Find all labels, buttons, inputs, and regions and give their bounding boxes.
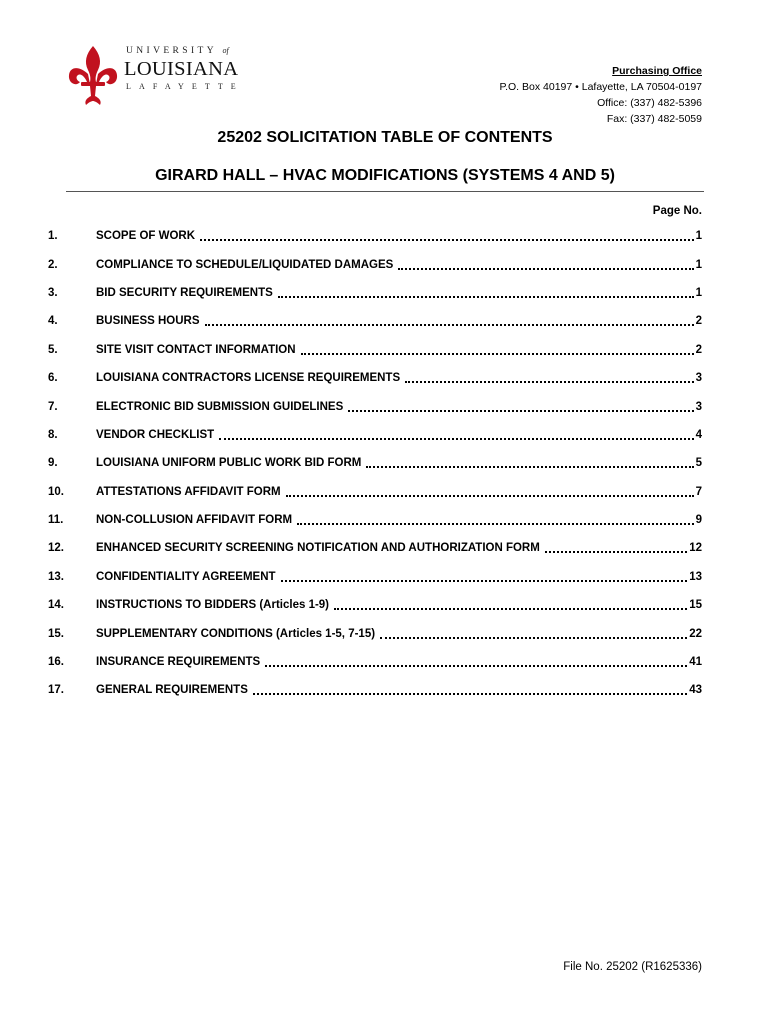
toc-entry-page: 2 (695, 343, 702, 356)
toc-dot-leader (286, 487, 694, 497)
toc-entry-number: 12. (48, 542, 64, 555)
toc-dot-leader (380, 629, 687, 639)
toc-entry-title: GENERAL REQUIREMENTS (96, 684, 248, 697)
toc-entry (48, 619, 702, 647)
toc-entry-number: 15. (48, 627, 64, 640)
toc-entry-title: LOUISIANA CONTRACTORS LICENSE REQUIREMENTS (96, 372, 401, 385)
toc-entry (48, 676, 702, 704)
office-phone: Office: (337) 482-5396 (597, 97, 702, 109)
toc-entry-page: 1 (695, 258, 702, 271)
toc-entry-number: 1. (48, 230, 58, 243)
toc-entry-number: 13. (48, 570, 64, 583)
toc-entry-page: 22 (689, 627, 702, 640)
toc-entry-page: 43 (689, 684, 702, 697)
office-po-box: P.O. Box 40197 • Lafayette, LA 70504-0197 (499, 81, 702, 93)
toc-entry-title: SCOPE OF WORK (96, 230, 196, 243)
logo-lafayette-text: LAFAYETTE (126, 82, 244, 91)
toc-entry-page: 15 (689, 599, 702, 612)
toc-dot-leader (301, 345, 694, 355)
toc-entry-page: 7 (695, 485, 702, 498)
toc-dot-leader (297, 515, 693, 525)
title-divider (66, 191, 704, 192)
logo-louisiana-text: LOUISIANA (124, 58, 239, 80)
toc-entry (48, 250, 702, 278)
toc-entry-number: 8. (48, 428, 58, 441)
toc-entry (48, 392, 702, 420)
toc-entry (48, 563, 702, 591)
toc-entry (48, 421, 702, 449)
toc-entry-number: 3. (48, 286, 58, 299)
table-of-contents (48, 222, 702, 705)
toc-dot-leader (253, 685, 687, 695)
toc-entry-page: 5 (695, 457, 702, 470)
document-subtitle: GIRARD HALL – HVAC MODIFICATIONS (SYSTEMS 4 AND 5) (155, 167, 615, 184)
toc-entry-title: INSURANCE REQUIREMENTS (96, 656, 261, 669)
toc-entry-title: ENHANCED SECURITY SCREENING NOTIFICATION AND AUTHORIZATION FORM (96, 542, 540, 555)
toc-dot-leader (200, 231, 694, 241)
toc-dot-leader (265, 657, 687, 667)
toc-entry-title: VENDOR CHECKLIST (96, 428, 215, 441)
toc-dot-leader (545, 543, 687, 553)
toc-entry-number: 6. (48, 372, 58, 385)
toc-entry (48, 591, 702, 619)
logo-university-text: UNIVERSITY of (126, 46, 229, 56)
file-number: File No. 25202 (R1625336) (563, 961, 702, 973)
toc-entry-number: 2. (48, 258, 58, 271)
toc-entry-page: 9 (695, 514, 702, 527)
toc-entry-number: 14. (48, 599, 64, 612)
toc-entry-number: 11. (48, 514, 64, 527)
toc-dot-leader (398, 260, 693, 270)
page-number-header: Page No. (652, 205, 702, 217)
toc-entry-page: 12 (689, 542, 702, 555)
toc-entry-number: 16. (48, 656, 64, 669)
toc-entry-page: 41 (689, 656, 702, 669)
toc-entry (48, 222, 702, 250)
toc-dot-leader (366, 458, 693, 468)
toc-entry-title: INSTRUCTIONS TO BIDDERS (Articles 1-9) (96, 599, 330, 612)
toc-dot-leader (278, 288, 694, 298)
toc-dot-leader (334, 600, 687, 610)
toc-entry-title: CONFIDENTIALITY AGREEMENT (96, 570, 276, 583)
toc-entry-title: COMPLIANCE TO SCHEDULE/LIQUIDATED DAMAGES (96, 258, 394, 271)
office-fax: Fax: (337) 482-5059 (606, 113, 702, 125)
toc-entry-number: 9. (48, 457, 58, 470)
toc-entry-page: 2 (695, 315, 702, 328)
toc-dot-leader (281, 572, 688, 582)
toc-entry-number: 10. (48, 485, 64, 498)
toc-entry-page: 4 (695, 428, 702, 441)
toc-dot-leader (205, 316, 694, 326)
toc-entry-title: SUPPLEMENTARY CONDITIONS (Articles 1-5, 7-15) (96, 627, 376, 640)
document-title: 25202 SOLICITATION TABLE OF CONTENTS (217, 129, 553, 146)
toc-entry-number: 5. (48, 343, 58, 356)
university-logo (66, 44, 244, 106)
toc-entry (48, 279, 702, 307)
toc-entry-page: 1 (695, 230, 702, 243)
toc-entry-title: NON-COLLUSION AFFIDAVIT FORM (96, 514, 293, 527)
toc-entry-page: 1 (695, 286, 702, 299)
toc-dot-leader (405, 373, 693, 383)
toc-entry-title: BID SECURITY REQUIREMENTS (96, 286, 273, 299)
toc-entry-page: 3 (695, 400, 702, 413)
toc-entry-page: 13 (689, 570, 702, 583)
toc-entry (48, 449, 702, 477)
toc-entry-page: 3 (695, 372, 702, 385)
toc-entry (48, 336, 702, 364)
office-title: Purchasing Office (612, 65, 702, 77)
fleur-de-lis-icon (66, 44, 120, 106)
toc-entry-number: 4. (48, 315, 58, 328)
toc-entry-number: 7. (48, 400, 58, 413)
toc-entry (48, 478, 702, 506)
toc-entry-title: BUSINESS HOURS (96, 315, 200, 328)
toc-entry (48, 534, 702, 562)
toc-entry-number: 17. (48, 684, 64, 697)
toc-entry (48, 307, 702, 335)
office-address-block (499, 63, 702, 127)
toc-entry (48, 648, 702, 676)
toc-entry (48, 364, 702, 392)
toc-entry-title: ATTESTATIONS AFFIDAVIT FORM (96, 485, 281, 498)
toc-entry-title: LOUISIANA UNIFORM PUBLIC WORK BID FORM (96, 457, 362, 470)
toc-entry-title: ELECTRONIC BID SUBMISSION GUIDELINES (96, 400, 344, 413)
toc-dot-leader (219, 430, 693, 440)
toc-entry (48, 506, 702, 534)
toc-dot-leader (348, 402, 693, 412)
toc-entry-title: SITE VISIT CONTACT INFORMATION (96, 343, 296, 356)
